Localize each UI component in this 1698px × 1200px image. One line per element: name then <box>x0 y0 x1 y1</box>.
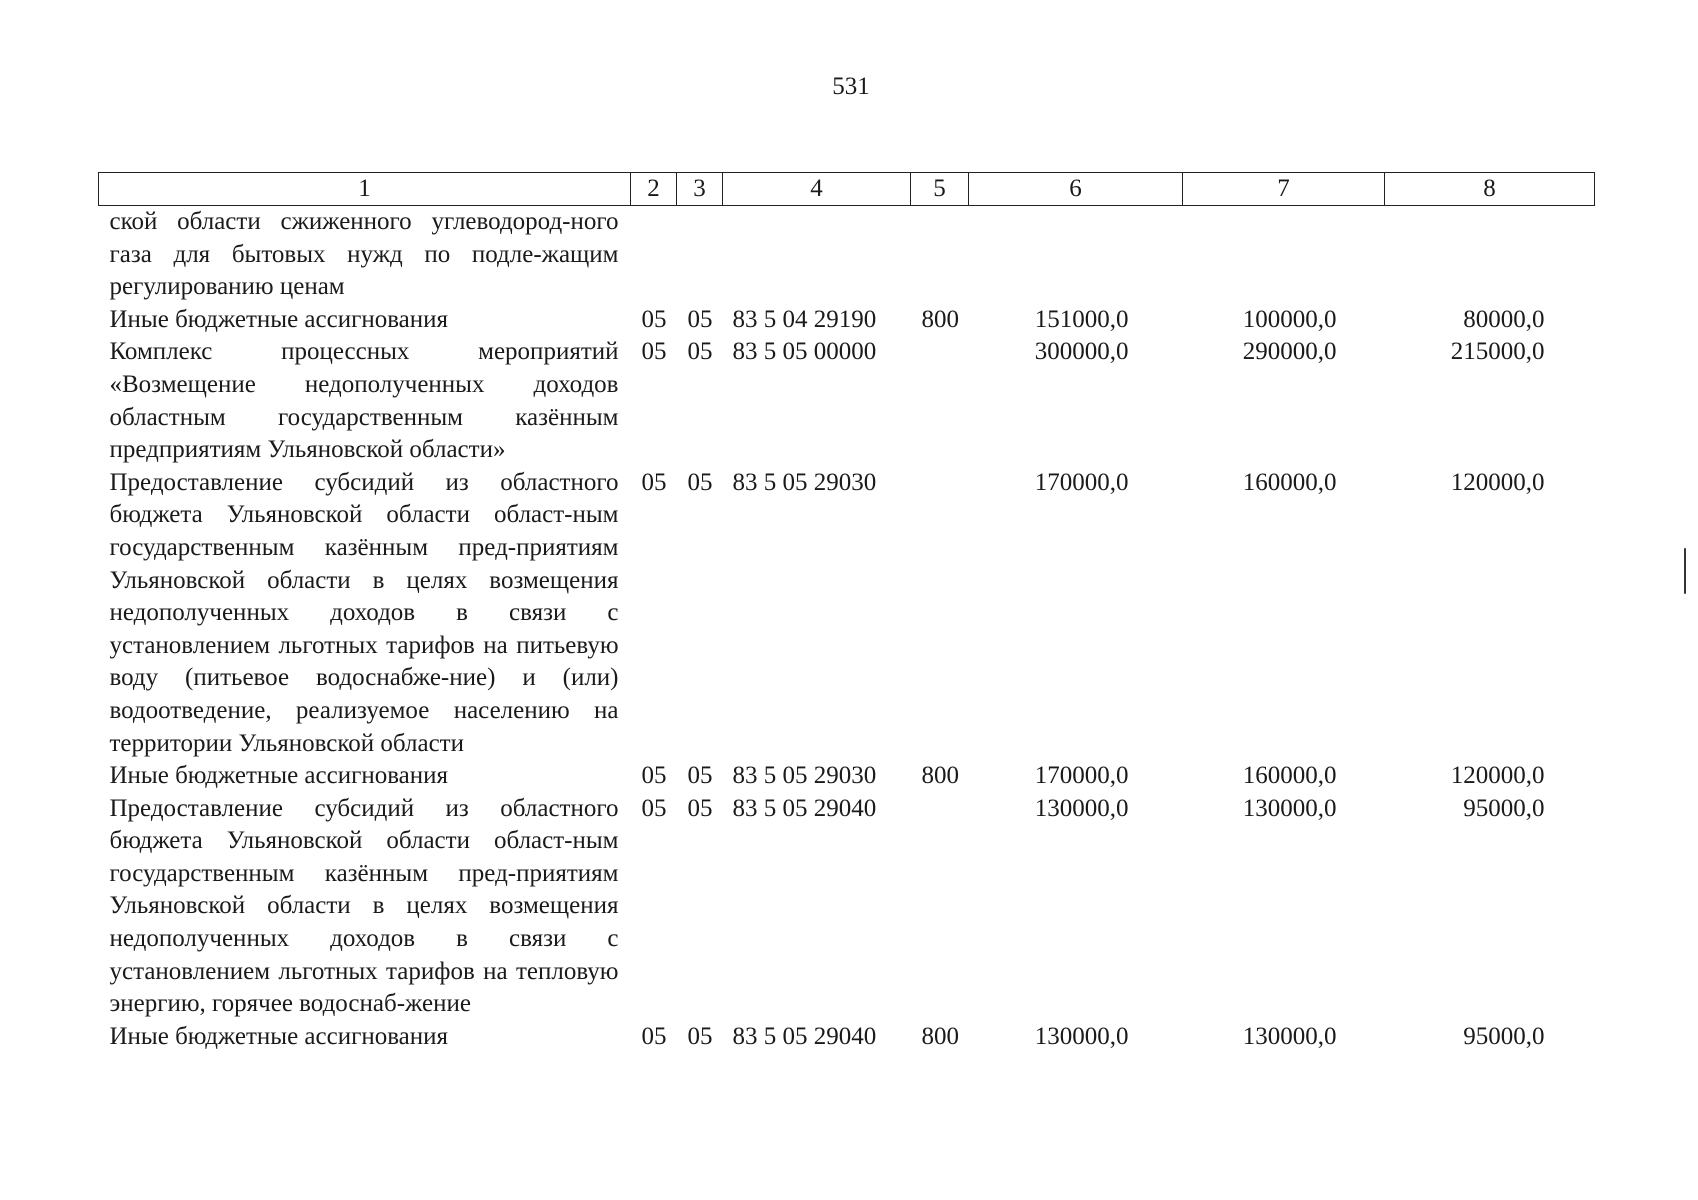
row-name: Иные бюджетные ассигнования <box>109 1022 449 1050</box>
row-subsection: 05 <box>687 305 713 333</box>
row-subsection <box>677 206 723 304</box>
row-expense-type <box>911 793 969 1021</box>
row-amount-col8: 95000,0 <box>1463 794 1545 822</box>
row-amount-col8: 95000,0 <box>1463 1022 1545 1050</box>
row-subsection: 05 <box>687 338 713 366</box>
row-amount-col8: 120000,0 <box>1450 468 1545 496</box>
row-amount-col7: 160000,0 <box>1242 468 1337 496</box>
row-expense-type <box>911 467 969 760</box>
table-row <box>99 336 1595 466</box>
row-amount-col7: 100000,0 <box>1242 305 1337 333</box>
row-amount-col8: 120000,0 <box>1450 762 1545 790</box>
row-amount-col7: 130000,0 <box>1242 1022 1337 1050</box>
row-amount-col8: 80000,0 <box>1463 305 1545 333</box>
table-header <box>99 173 1595 206</box>
row-expense-type: 800 <box>921 1022 959 1050</box>
header-col-7: 7 <box>1183 173 1385 206</box>
table-row <box>99 304 1595 337</box>
row-amount-col7: 290000,0 <box>1242 338 1337 366</box>
row-subsection: 05 <box>687 762 713 790</box>
row-target-code: 83 5 05 29030 <box>732 762 877 790</box>
header-row <box>99 173 1595 206</box>
header-col-5: 5 <box>911 173 969 206</box>
row-amount-col6: 170000,0 <box>1034 762 1129 790</box>
table-row <box>99 1021 1595 1054</box>
header-col-3: 3 <box>677 173 723 206</box>
row-section: 05 <box>641 794 667 822</box>
header-col-1: 1 <box>99 173 631 206</box>
header-col-4: 4 <box>723 173 911 206</box>
row-target-code: 83 5 05 29040 <box>732 1022 877 1050</box>
row-target-code: 83 5 04 29190 <box>732 305 877 333</box>
row-target-code: 83 5 05 29040 <box>732 794 877 822</box>
row-target-code: 83 5 05 29030 <box>732 468 877 496</box>
table-row <box>99 793 1595 1021</box>
table-row <box>99 467 1595 760</box>
row-subsection: 05 <box>687 468 713 496</box>
row-amount-col8: 215000,0 <box>1450 338 1545 366</box>
page-number: 531 <box>832 73 870 100</box>
table-row <box>99 206 1595 304</box>
row-name: Предоставление субсидий из областного бюджета Ульяновской области област-ным государственным казённым пред-приятиям Ульяновской области в целях возмещения недополученных доходов в связи с установлением льготных тарифов на питьевую воду (питьевое водоснабже-ние) и (или) водоотведение, реализуемое населению на территории Ульяновской области <box>109 468 619 757</box>
header-col-2: 2 <box>631 173 677 206</box>
row-target-code: 83 5 05 00000 <box>732 338 877 366</box>
row-amount-col6: 130000,0 <box>1034 794 1129 822</box>
row-amount-col7: 130000,0 <box>1242 794 1337 822</box>
row-target-code <box>723 206 911 304</box>
row-subsection: 05 <box>687 794 713 822</box>
row-section: 05 <box>641 468 667 496</box>
row-section: 05 <box>641 338 667 366</box>
budget-table <box>98 172 1595 1053</box>
row-amount-col6: 130000,0 <box>1034 1022 1129 1050</box>
row-amount-col6: 300000,0 <box>1034 338 1129 366</box>
row-expense-type: 800 <box>921 762 959 790</box>
table-row <box>99 760 1595 793</box>
row-section: 05 <box>641 762 667 790</box>
row-name: Иные бюджетные ассигнования <box>109 762 449 790</box>
header-col-6: 6 <box>969 173 1183 206</box>
row-name: Комплекс процессных мероприятий «Возмещение недополученных доходов областным государственным казённым предприятиям Ульяновской области» <box>109 338 619 464</box>
row-name: Предоставление субсидий из областного бюджета Ульяновской области област-ным государственным казённым пред-приятиям Ульяновской области в целях возмещения недополученных доходов в связи с установлением льготных тарифов на тепловую энергию, горячее водоснаб-жение <box>109 794 619 1018</box>
header-col-8: 8 <box>1385 173 1595 206</box>
row-amount-col7: 160000,0 <box>1242 762 1337 790</box>
row-expense-type <box>911 206 969 304</box>
row-expense-type <box>911 336 969 466</box>
row-name: Иные бюджетные ассигнования <box>109 305 449 333</box>
scan-edge-mark <box>1684 548 1686 594</box>
row-section: 05 <box>641 305 667 333</box>
row-section <box>631 206 677 304</box>
row-amount-col6: 151000,0 <box>1034 305 1129 333</box>
table-body <box>99 206 1595 1054</box>
row-subsection: 05 <box>687 1022 713 1050</box>
row-amount-col8 <box>1385 206 1595 304</box>
row-amount-col6 <box>969 206 1183 304</box>
row-section: 05 <box>641 1022 667 1050</box>
row-expense-type: 800 <box>921 305 959 333</box>
row-amount-col6: 170000,0 <box>1034 468 1129 496</box>
budget-table-container <box>98 172 1594 1053</box>
row-name: ской области сжиженного углеводород-ного газа для бытовых нужд по подле-жащим регулированию ценам <box>109 208 619 301</box>
row-amount-col7 <box>1183 206 1385 304</box>
